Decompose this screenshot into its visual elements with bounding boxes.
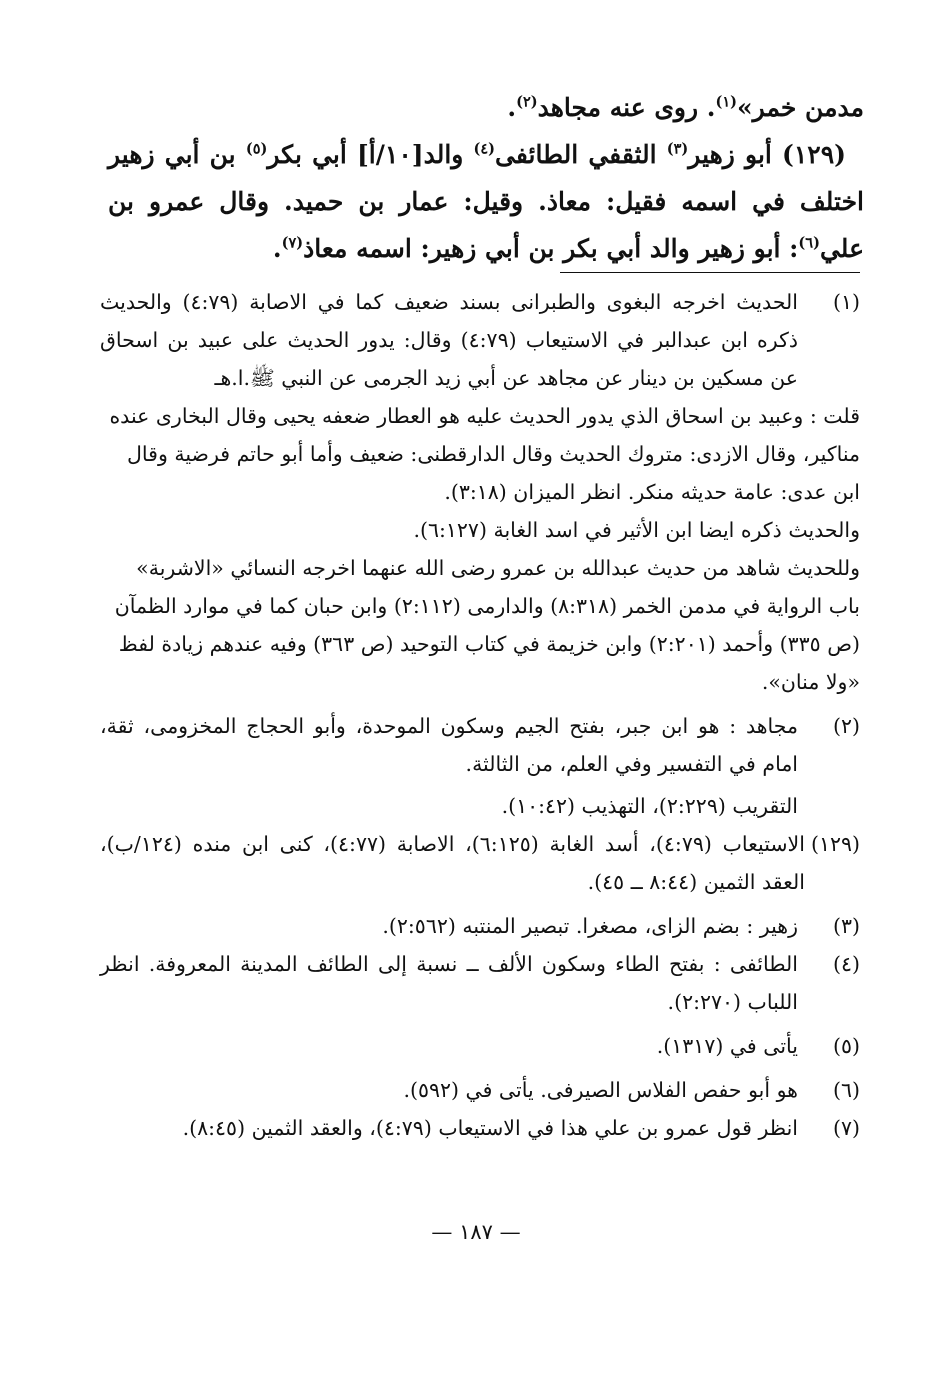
biography-entry-129 — [108, 131, 864, 272]
footnote-paragraph: والحديث ذكره ايضا ابن الأثير في اسد الغابة (٦:١٢٧). — [413, 518, 860, 542]
footnote-ref: (٥) — [245, 140, 268, 158]
footnote-paragraph: الاستيعاب (٤:٧٩)، أسد الغابة (٦:١٢٥)، الاصابة (٤:٧٧)، كنى ابن منده (١٢٤/ب)، العقد الثمين (٨:٤٤ ــ ٤٥). — [100, 832, 805, 894]
main-text-span: : أبو زهير والد أبي بكر بن أبي زهير: اسمه معاذ — [303, 234, 799, 263]
footnote-number: (٥) — [832, 1034, 860, 1058]
main-text — [108, 84, 864, 272]
footnote-body — [100, 825, 805, 901]
main-text-span: . — [272, 234, 282, 263]
footnote-body — [100, 283, 798, 397]
footnote-number: (٧) — [832, 1116, 860, 1140]
footnote-paragraph: انظر قول عمرو بن علي هذا في الاستيعاب (٤:٧٩)، والعقد الثمين (٨:٤٥). — [182, 1116, 798, 1140]
main-line-1 — [108, 84, 864, 131]
footnote-3 — [100, 907, 860, 945]
footnote-paragraph: مجاهد : هو ابن جبر، بفتح الجيم وسكون الموحدة، وأبو الحجاج المخزومى، ثقة، امام في التفسير وفي العلم، من الثالثة. — [100, 714, 798, 776]
footnote-paragraph: زهير : بضم الزاى، مصغرا. تبصير المنتبه (٢:٥٦٢). — [382, 914, 798, 938]
footnote-paragraph: هو أبو حفص الفلاس الصيرفى. يأتى في (٥٩٢). — [403, 1078, 798, 1102]
footnote-number: (١٢٩) — [810, 832, 860, 856]
footnote-number: (٤) — [832, 952, 860, 976]
entry-heading: (١٢٩) أبو زهير — [688, 140, 846, 169]
footnote-number: (٣) — [832, 914, 860, 938]
footnote-2 — [100, 707, 860, 825]
page-number: — ١٨٧ — — [431, 1220, 521, 1244]
footnote-5 — [100, 1027, 860, 1065]
footnote-4 — [100, 945, 860, 1021]
main-text-span: والد[١٠/أ] أبي بكر — [267, 140, 474, 169]
main-text-span: . روى عنه مجاهد — [537, 93, 716, 122]
footnote-separator — [560, 272, 860, 273]
footnote-7 — [100, 1109, 860, 1147]
main-text-span: الثقفي الطائفى — [495, 140, 667, 169]
footnotes — [100, 283, 860, 1147]
footnote-number: (٢) — [832, 714, 860, 738]
footnote-paragraph: وللحديث شاهد من حديث عبدالله بن عمرو رضى الله عنهما اخرجه النسائي «الاشربة» باب الرواية في مدمن الخمر (٨:٣١٨) والدارمى (٢:١١٢) وابن حبان كما في موارد الظمآن (ص ٣٣٥) وأحمد (٢:٢٠١) وابن خزيمة في كتاب التوحيد (ص ٣٦٣) وفيه عندهم زيادة لفظ «ولا منان». — [114, 556, 860, 694]
footnote-body — [100, 1109, 798, 1147]
footnote-number: (٦) — [832, 1078, 860, 1102]
footnote-body — [100, 945, 798, 1021]
main-text-span: . — [507, 93, 517, 122]
footnote-ref: (١) — [715, 93, 738, 111]
main-text-span: بن أبي زهير اختلف في اسمه فقيل: معاذ. وقيل: عمار بن حميد. وقال عمرو بن علي — [108, 140, 864, 263]
footnote-body — [100, 1071, 798, 1109]
main-text-span: مدمن خمر» — [737, 93, 864, 122]
footnote-6 — [100, 1071, 860, 1109]
footnote-ref: (٤) — [473, 140, 496, 158]
footnote-paragraph: يأتى في (١٣١٧). — [656, 1034, 798, 1058]
footnote-ref: (٦) — [798, 234, 820, 252]
footnote-paragraph: الحديث اخرجه البغوى والطبرانى بسند ضعيف كما في الاصابة (٤:٧٩) والحديث ذكره ابن عبدالبر في الاستيعاب (٤:٧٩) وقال: يدور الحديث على عبيد بن اسحاق عن مسكين بن دينار عن مجاهد عن أبي زيد الجرمى عن النبي ﷺ.ا.هـ — [100, 290, 798, 390]
footnote-ref: (٧) — [281, 234, 304, 252]
footnote-paragraph: الطائفى : بفتح الطاء وسكون الألف ــ نسبة إلى الطائف المدينة المعروفة. انظر اللباب (٢:٢٧٠). — [100, 952, 798, 1014]
footnote-body — [100, 1027, 798, 1065]
footnote-number: (١) — [832, 290, 860, 314]
footnote-ref: (٢) — [516, 93, 538, 111]
footnote-paragraph: التقريب (٢:٢٢٩)، التهذيب (١٠:٤٢). — [501, 794, 798, 818]
footnote-129 — [100, 825, 860, 901]
footnote-paragraph: قلت : وعبيد بن اسحاق الذي يدور الحديث عليه هو العطار ضعفه يحيى وقال البخارى عنده مناكير، وقال الازدى: متروك الحديث وقال الدارقطنى: ضعيف وأما أبو حاتم فرضية وقال ابن عدى: عامة حديثه منكر. انظر الميزان (٣:١٨). — [109, 404, 860, 504]
footnote-body — [100, 907, 798, 945]
footnote-body — [100, 707, 798, 825]
footnote-ref: (٣) — [666, 140, 689, 158]
footnote-1 — [100, 283, 860, 397]
footnote-1-continuation — [100, 397, 860, 701]
